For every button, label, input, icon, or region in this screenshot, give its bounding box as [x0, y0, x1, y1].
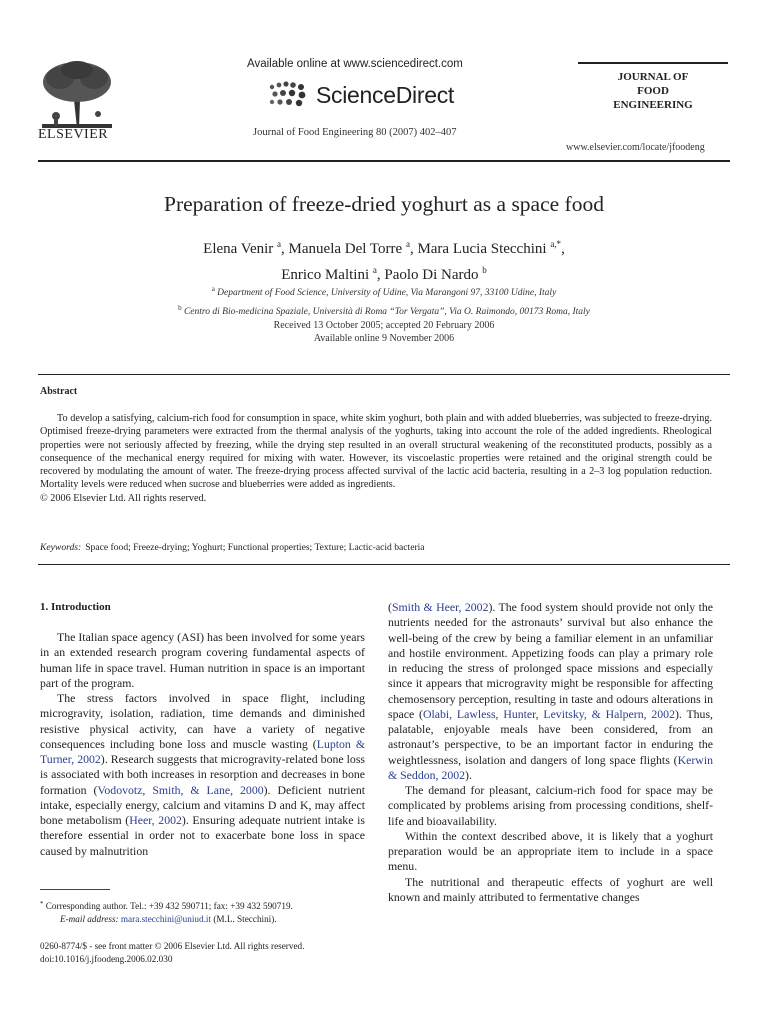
- email-line: [40, 913, 370, 926]
- citation-link[interactable]: Heer, 2002: [129, 813, 182, 827]
- available-online-text: Available online at www.sciencedirect.com: [247, 58, 463, 70]
- body-text: The stress factors involved in space flight, including microgravity, isolation, radiation, time demands and diminished resistive physical activity, can have a variety of negative consequences including bone loss and muscle wasting (: [40, 691, 365, 751]
- keywords-list: Space food; Freeze-drying; Yoghurt; Functional properties; Texture; Lactic-acid bacteria: [85, 542, 425, 553]
- body-text: ).: [465, 767, 472, 782]
- body-text: The Italian space agency (ASI) has been involved for some years in an extended research program covering fundamental aspects of human life in space travel. Human nutrition in space is an important part of the program.: [40, 630, 365, 690]
- body-text: ). The food system should provide not only the nutrients needed for the astronauts’ survival but also enhance the well-being of the crew by being a familiar element in an unfamiliar and hostile environment. Appetizing foods can play a primary role in reducing the stress of prolonged space missions and especially since it appears that microgravity might be responsible for affecting chemosensory perception, resulting in taste and odours alterations in space (: [388, 600, 713, 721]
- abstract-copyright: © 2006 Elsevier Ltd. All rights reserved.: [40, 492, 207, 504]
- corresponding-author: [40, 898, 370, 913]
- corresponding-text: Corresponding author. Tel.: +39 432 590711; fax: +39 432 590719.: [43, 901, 293, 911]
- elsevier-tree-logo: [38, 60, 116, 130]
- section-heading: 1. Introduction: [40, 601, 111, 613]
- journal-name-line: ENGINEERING: [613, 99, 693, 111]
- affiliation-marker: a: [211, 285, 215, 293]
- doi-line[interactable]: doi:10.1016/j.jfoodeng.2006.02.030: [40, 954, 173, 964]
- journal-name-line: FOOD: [637, 85, 669, 97]
- available-date: Available online 9 November 2006: [313, 333, 455, 344]
- sciencedirect-logo: [266, 80, 454, 110]
- body-paragraph: [388, 783, 713, 829]
- body-text: (: [388, 600, 392, 614]
- author-affiliation-marker: b: [482, 265, 487, 275]
- issn-line: 0260-8774/$ - see front matter © 2006 Elsevier Ltd. All rights reserved.: [40, 941, 305, 951]
- author-affiliation-marker: a: [372, 265, 377, 275]
- author-affiliation-marker: a: [277, 239, 282, 249]
- publication-info: [40, 940, 304, 966]
- author-name: Enrico Maltini: [281, 267, 373, 283]
- sciencedirect-dots-icon: [266, 80, 310, 110]
- body-text: ). Research suggests that microgravity-related bone loss is associated with both increases in resorption and decreases in bone formation (: [40, 752, 366, 797]
- author-line: [38, 234, 730, 260]
- body-text: The nutritional and therapeutic effects of yoghurt are well known and mainly attributed to fermentative changes: [388, 874, 713, 904]
- affiliation-text: Centro di Bio-medicina Spaziale, Università di Roma “Tor Vergata”, Via O. Raimondo, 00173 Roma, Italy: [181, 307, 590, 317]
- keywords-label: Keywords:: [40, 542, 82, 553]
- author-name: Paolo Di Nardo: [384, 267, 483, 283]
- abstract-top-rule: [38, 374, 730, 375]
- body-paragraph: [40, 691, 365, 859]
- journal-url[interactable]: www.elsevier.com/locate/jfoodeng: [566, 142, 705, 153]
- journal-name-box: [578, 62, 728, 112]
- body-paragraph: [388, 600, 713, 783]
- article-dates: [38, 319, 730, 345]
- author-affiliation-marker: a,*: [550, 239, 562, 249]
- affiliation-a: [38, 282, 730, 301]
- journal-name-line: JOURNAL OF: [617, 71, 689, 83]
- affiliation-b: [38, 301, 730, 320]
- footnote: [40, 898, 370, 926]
- article-title: Preparation of freeze-dried yoghurt as a space food: [164, 192, 604, 216]
- email-suffix: (M.L. Stecchini).: [211, 914, 277, 924]
- footnote-marker: *: [40, 900, 44, 908]
- author-name: Mara Lucia Stecchini: [417, 241, 551, 257]
- body-text: The demand for pleasant, calcium-rich food for space may be complicated by problems arising from processing conditions, shelf-life and bioavailability.: [388, 783, 713, 828]
- body-text: ). Thus, palatable, enjoyable meals have been considered, from an astronaut’s perspective, to be an important factor in enduring the weightlessness, isolation and dangers of long space flights (: [388, 706, 713, 767]
- affiliation-marker: b: [178, 304, 182, 312]
- sciencedirect-wordmark: ScienceDirect: [316, 81, 454, 108]
- body-paragraph: [40, 630, 365, 691]
- email-label: E-mail address:: [60, 914, 119, 924]
- author-separator: ,: [376, 267, 385, 283]
- author-affiliation-marker: a: [405, 239, 410, 249]
- citation-link[interactable]: Kerwin & Seddon, 2002: [388, 752, 713, 782]
- abstract-body: [40, 412, 712, 505]
- left-column: [40, 630, 365, 859]
- citation-link[interactable]: Vodovotz, Smith, & Lane, 2000: [97, 782, 264, 797]
- body-paragraph: [388, 875, 713, 906]
- body-text: ). Ensuring adequate nutrient intake is therefore essential in order not to exacerbate bone loss in space caused by malnutrition: [40, 813, 365, 858]
- author-list: [38, 234, 730, 286]
- citation-link[interactable]: Lupton & Turner, 2002: [40, 736, 365, 766]
- author-name: Manuela Del Torre: [288, 241, 406, 257]
- citation-link[interactable]: Smith & Heer, 2002: [391, 600, 489, 614]
- body-text: ). Deficient nutrient intake, especially energy, calcium and vitamins D and K, may affect bone metabolism (: [40, 782, 365, 827]
- publisher-name: ELSEVIER: [38, 127, 109, 142]
- abstract-heading: Abstract: [40, 386, 78, 397]
- keywords: [40, 542, 712, 553]
- affiliations: [38, 282, 730, 320]
- body-text: Within the context described above, it is likely that a yoghurt preparation would be an appropriate item to include in a space menu.: [388, 828, 713, 874]
- received-date: Received 13 October 2005; accepted 20 February 2006: [273, 320, 495, 331]
- author-separator: ,: [409, 241, 418, 257]
- author-name: Elena Venir: [203, 241, 278, 257]
- right-column: [388, 600, 713, 905]
- keywords-rule: [38, 564, 730, 565]
- footnote-rule: [40, 889, 110, 890]
- author-separator: ,: [561, 241, 565, 257]
- author-separator: ,: [281, 241, 289, 257]
- body-paragraph: [388, 829, 713, 875]
- abstract-text: To develop a satisfying, calcium-rich food for consumption in space, white skim yoghurt, both plain and with added blueberries, was subjected to freeze-drying. Optimised freeze-drying parameters were extracted from the thermal analysis of the yoghurts, taking into account the role of the added ingredients. Rheological properties were not seriously affected by freezing, while the drying step resulted in an overall structural weakening of the reconstituted products, possibly as a consequence of the mechanical energy required for mixing with water. However, its viscoelastic properties were retained and the original strength could be recovered by modulating the amount of water. The freeze-drying process affected survival of the lactic acid bacteria, resulting in a 2–3 log population reduction. Mortality levels were reduced when sucrose and blueberries were added as ingredients.: [40, 413, 712, 491]
- citation-link[interactable]: Olabi, Lawless, Hunter, Levitsky, & Halpern, 2002: [422, 706, 675, 721]
- journal-reference: Journal of Food Engineering 80 (2007) 402–407: [253, 127, 457, 138]
- header-rule: [38, 160, 730, 162]
- email-link[interactable]: mara.stecchini@uniud.it: [120, 914, 212, 924]
- affiliation-text: Department of Food Science, University of Udine, Via Marangoni 97, 33100 Udine, Italy: [214, 288, 557, 298]
